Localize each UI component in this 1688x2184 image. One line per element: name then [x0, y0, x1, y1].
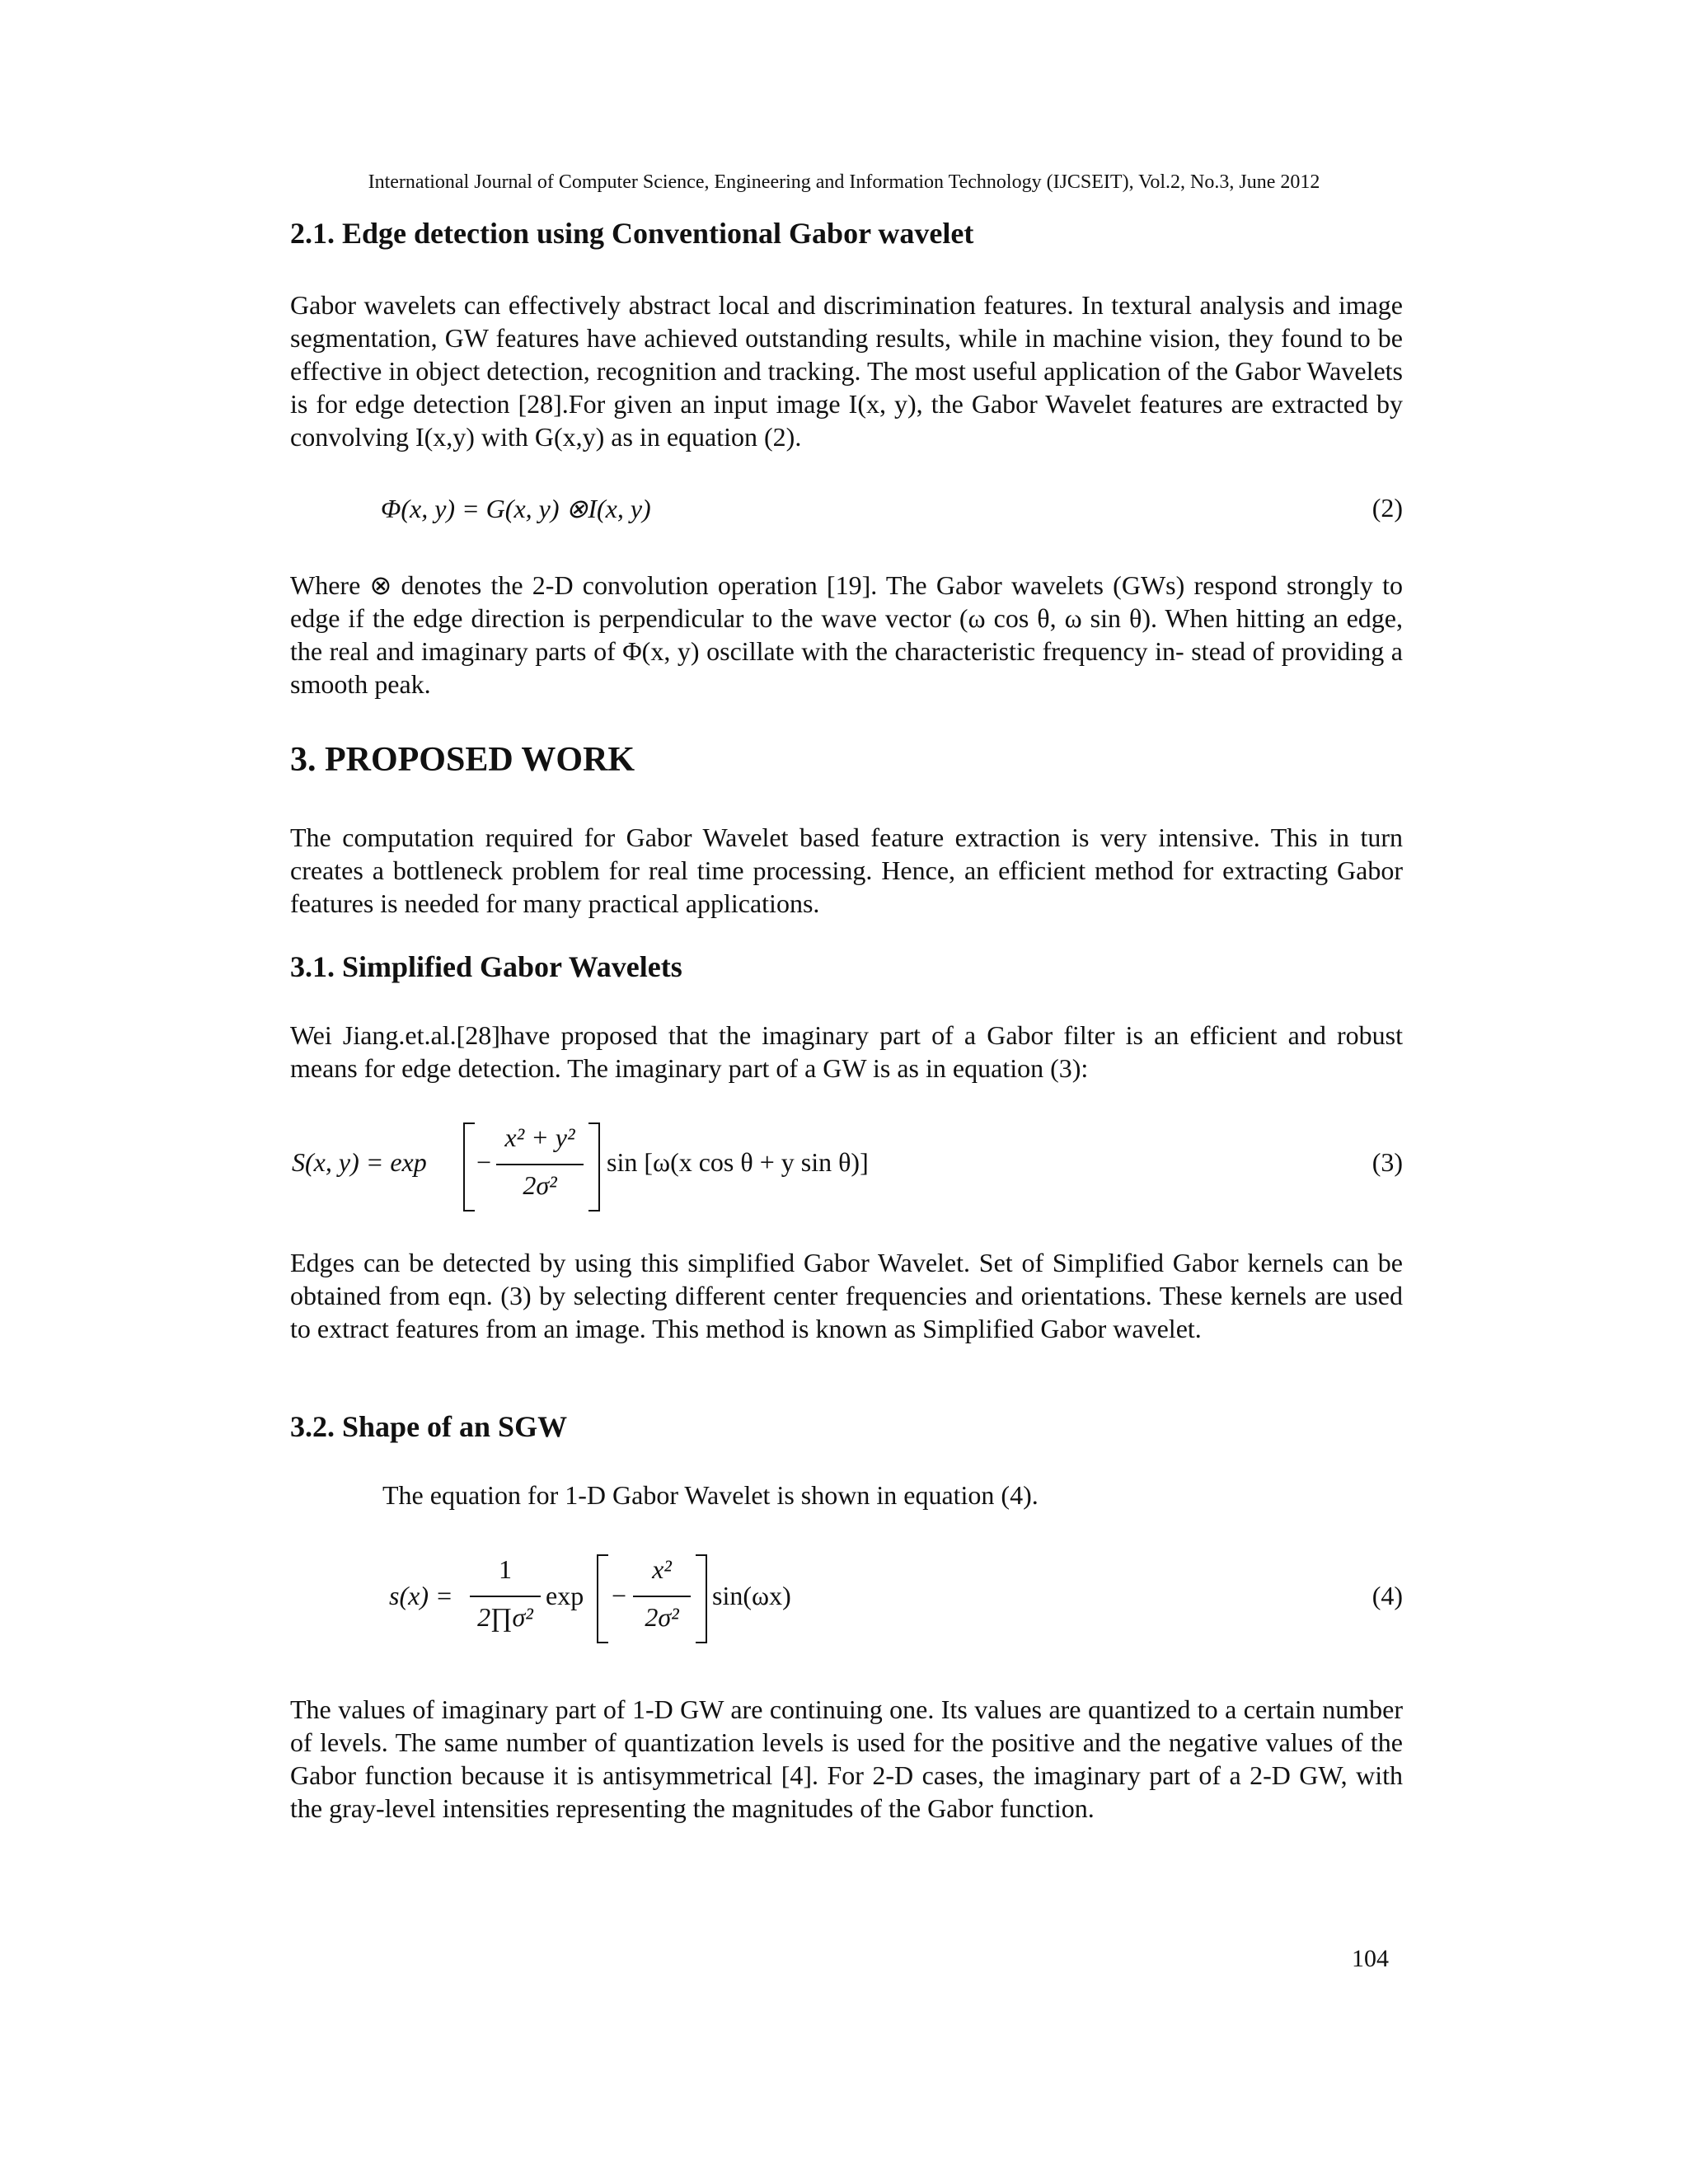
equation-4-lhs: s(x) = — [389, 1581, 453, 1610]
section-3-2-paragraph: The values of imaginary part of 1-D GW are continuing one. Its values are quantized to a certain number of levels. The same number of quantization levels is used for the positive and the negative values of the Gabor function because it is antisymmetrical [4]. For 2-D cases, the imaginary part of a 2-D GW, with the gray-level intensities representing the magnitudes of the Gabor function. — [290, 1694, 1403, 1823]
equation-4-denominator: 2σ² — [645, 1602, 679, 1632]
section-2-1-paragraph-1: Gabor wavelets can effectively abstract local and discrimination features. In textural analysis and image segmentation, GW features have achieved outstanding results, while in machine vision, they found to be effective in object detection, recognition and tracking. The most useful application of the Gabor Wavelets is for edge detection [28].For given an input image I(x, y), the Gabor Wavelet features are extracted by convolving I(x,y) with G(x,y) as in equation (2). — [290, 290, 1403, 452]
equation-3-denominator: 2σ² — [523, 1170, 557, 1200]
section-3-1-paragraph-2: Edges can be detected by using this simplified Gabor Wavelet. Set of Simplified Gabor kernels can be obtained from eqn. (3) by selecting different center frequencies and orientations. These kernels are used to extract features from an image. This method is known as Simplified Gabor wavelet. — [290, 1248, 1403, 1343]
page-number: 104 — [1352, 1945, 1389, 1972]
equation-4-fraction1-numerator: 1 — [499, 1554, 512, 1584]
equation-4-numerator: x² — [652, 1554, 672, 1584]
equation-3-fraction-line — [496, 1164, 584, 1165]
equation-2-number: (2) — [1372, 493, 1403, 523]
equation-4-exp: exp — [546, 1581, 584, 1610]
section-2-1-paragraph-2: Where ⊗ denotes the 2-D convolution operation [19]. The Gabor wavelets (GWs) respond strongly to edge if the edge direction is perpendicular to the wave vector (ω cos θ, ω sin θ). When hitting an edge, the real and imaginary parts of Φ(x, y) oscillate with the characteristic frequency in- stead of providing a smooth peak. — [290, 570, 1403, 699]
equation-4-minus: − — [612, 1581, 627, 1610]
section-2-1-heading: 2.1. Edge detection using Conventional Gabor wavelet — [290, 217, 974, 250]
section-3-paragraph: The computation required for Gabor Wavelet based feature extraction is very intensive. This in turn creates a bottleneck problem for real time processing. Hence, an efficient method for extracting Gabor features is needed for many practical applications. — [290, 823, 1403, 918]
equation-3-rhs: sin [ω(x cos θ + y sin θ)] — [607, 1147, 869, 1177]
equation-4-fraction1-line — [470, 1596, 541, 1597]
equation-3-minus: − — [476, 1147, 492, 1177]
equation-3-left-bracket — [463, 1122, 475, 1212]
equation-3-numerator: x² + y² — [504, 1122, 575, 1152]
equation-2 — [290, 493, 1403, 529]
section-3-heading: 3. PROPOSED WORK — [290, 741, 635, 779]
equation-3-number: (3) — [1372, 1147, 1403, 1177]
section-3-1-paragraph-1: Wei Jiang.et.al.[28]have proposed that the imaginary part of a Gabor filter is an efficient and robust means for edge detection. The imaginary part of a GW is as in equation (3): — [290, 1020, 1403, 1083]
equation-4-number: (4) — [1372, 1581, 1403, 1610]
equation-4-rhs: sin(ωx) — [712, 1581, 791, 1610]
equation-3-lhs: S(x, y) = exp — [292, 1147, 427, 1177]
equation-2-body: Φ(x, y) = G(x, y) ⊗I(x, y) — [381, 494, 651, 523]
running-header: International Journal of Computer Science, Engineering and Information Technology (IJCSEIT), Vol.2, No.3, June 2012 — [368, 171, 1320, 193]
equation-4-fraction2-line — [633, 1596, 691, 1597]
equation-4-right-bracket — [696, 1554, 707, 1643]
equation-4-left-bracket — [597, 1554, 608, 1643]
equation-3 — [290, 1119, 1403, 1212]
section-3-2-heading: 3.2. Shape of an SGW — [290, 1410, 568, 1443]
equation-4-fraction1-denominator: 2∏σ² — [477, 1602, 533, 1632]
section-3-2-intro: The equation for 1-D Gabor Wavelet is shown in equation (4). — [382, 1480, 1039, 1510]
equation-4 — [290, 1553, 1403, 1643]
equation-3-right-bracket — [588, 1122, 600, 1212]
section-3-1-heading: 3.1. Simplified Gabor Wavelets — [290, 950, 682, 983]
